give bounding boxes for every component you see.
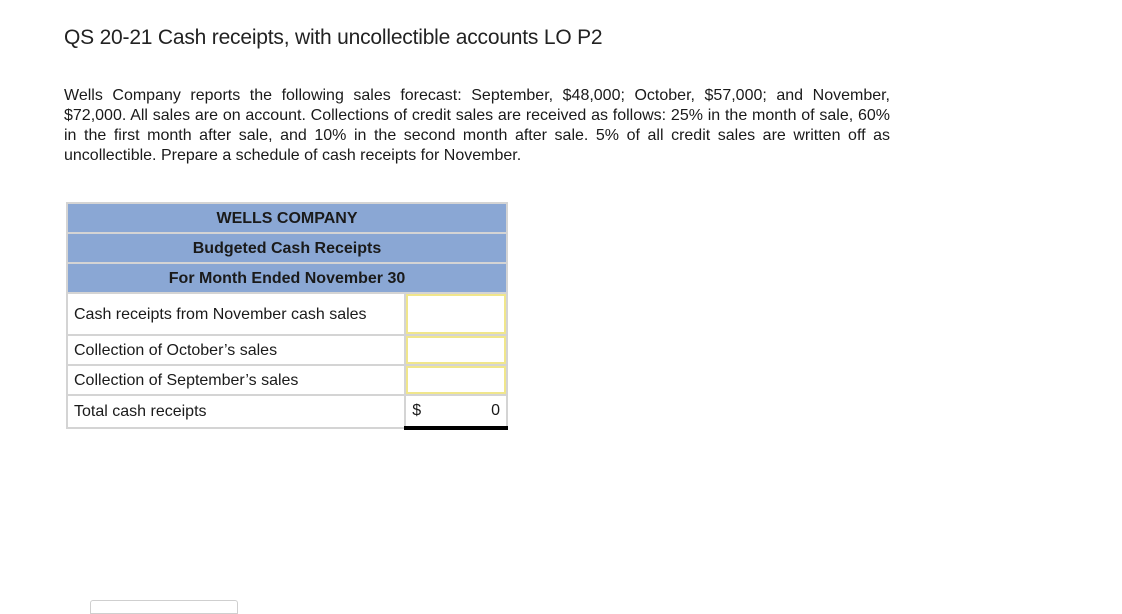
september-collections-input[interactable] <box>406 366 506 394</box>
table-row <box>67 365 507 395</box>
partial-tab <box>90 600 238 614</box>
header-row <box>67 263 507 293</box>
october-collections-input[interactable] <box>406 336 506 364</box>
question-title: QS 20-21 Cash receipts, with uncollectible accounts LO P2 <box>64 26 603 49</box>
problem-text: Wells Company reports the following sales forecast: September, $48,000; October, $57,000; and November, $72,000. All sales are on account. Collections of credit sales are received as follows: 25% in the month of sale, 60% in the first month after sale, and 10% in the second month after sale. 5% of all credit sales are written off as uncollectible. Prepare a schedule of cash receipts for November. <box>64 87 890 164</box>
header-row <box>67 233 507 263</box>
table-row <box>67 293 507 335</box>
total-row <box>67 395 507 428</box>
total-value: 0 <box>491 402 500 419</box>
schedule-title-header: Budgeted Cash Receipts <box>67 233 507 263</box>
total-amount-cell <box>405 395 507 428</box>
row-label-november-cash-sales: Cash receipts from November cash sales <box>67 293 405 335</box>
amount-cell <box>405 293 507 335</box>
header-row <box>67 203 507 233</box>
november-cash-sales-input[interactable] <box>406 294 506 334</box>
amount-cell <box>405 365 507 395</box>
amount-cell <box>405 335 507 365</box>
period-header: For Month Ended November 30 <box>67 263 507 293</box>
row-label-october-collections: Collection of October’s sales <box>67 335 405 365</box>
currency-symbol: $ <box>412 402 422 419</box>
row-label-september-collections: Collection of September’s sales <box>67 365 405 395</box>
company-name-header: WELLS COMPANY <box>67 203 507 233</box>
row-label-total: Total cash receipts <box>67 395 405 428</box>
table-row <box>67 335 507 365</box>
cash-receipts-schedule <box>66 202 508 430</box>
